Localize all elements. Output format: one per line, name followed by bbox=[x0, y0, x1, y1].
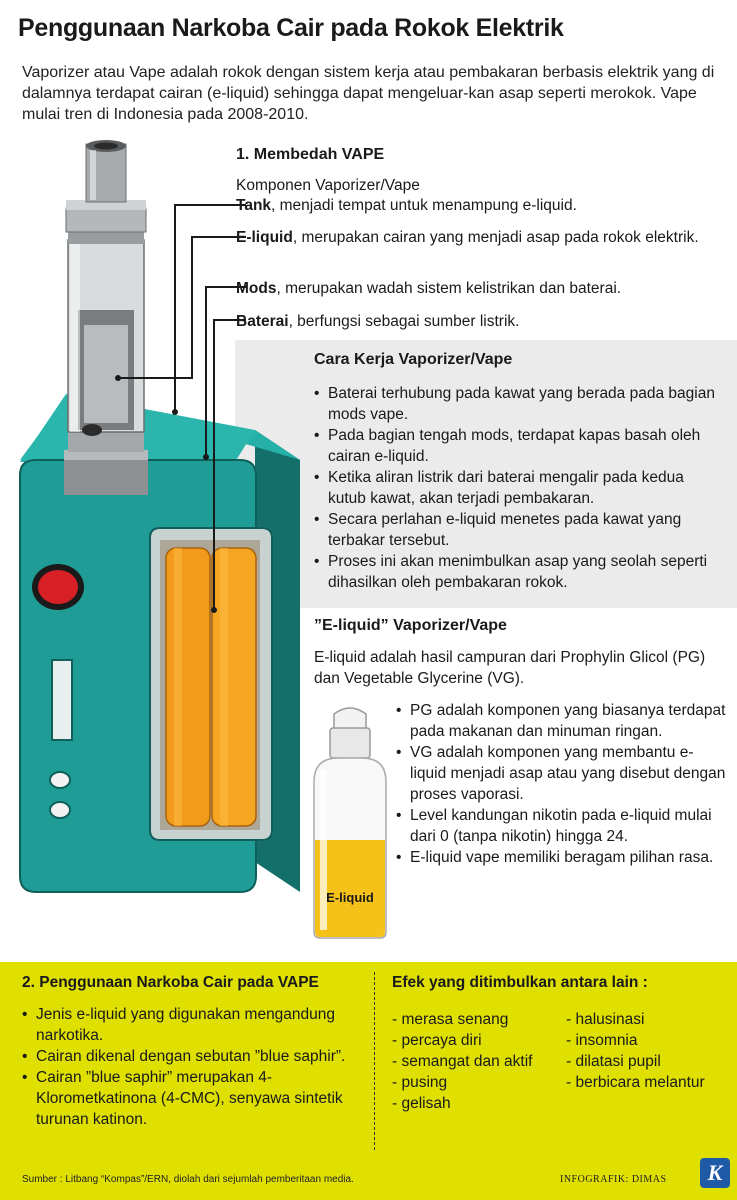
vape-illustration bbox=[0, 130, 320, 950]
list-item: - insomnia bbox=[566, 1032, 638, 1049]
bottle-label: E-liquid bbox=[326, 890, 374, 905]
list-item: • Ketika aliran listrik dari baterai mengalir pada kedua kutub kawat, akan terjadi pembakaran. bbox=[314, 469, 684, 507]
list-item: • Secara perlahan e-liquid menetes pada kawat yang terbakar tersebut. bbox=[314, 511, 682, 549]
down-button bbox=[50, 802, 70, 818]
eliquid-description: E-liquid adalah hasil campuran dari Prophylin Glicol (PG) dan Vegetable Glycerine (VG). bbox=[314, 649, 706, 687]
components-title: Komponen Vaporizer/Vape bbox=[236, 177, 420, 194]
list-item: • Proses ini akan menimbulkan asap yang seolah seperti dihasilkan oleh pembakaran rokok. bbox=[314, 553, 708, 591]
section1-title: 1. Membedah VAPE bbox=[236, 146, 385, 163]
list-item: - merasa senang bbox=[392, 1011, 509, 1028]
efek-column-2 bbox=[566, 1009, 726, 1093]
mod-screen bbox=[52, 660, 72, 740]
list-item: • Jenis e-liquid yang digunakan mengandung narkotika. bbox=[22, 1006, 336, 1044]
list-item: • Pada bagian tengah mods, terdapat kapas basah oleh cairan e-liquid. bbox=[314, 427, 701, 465]
list-item: • E-liquid vape memiliki beragam pilihan rasa. bbox=[396, 849, 714, 866]
efek-title: Efek yang ditimbulkan antara lain : bbox=[392, 974, 648, 991]
fire-button bbox=[38, 570, 78, 604]
battery-right bbox=[212, 548, 256, 826]
page-title: Penggunaan Narkoba Cair pada Rokok Elektrik bbox=[18, 14, 564, 42]
list-item: • Baterai terhubung pada kawat yang berada pada bagian mods vape. bbox=[314, 385, 715, 423]
list-item: • Level kandungan nikotin pada e-liquid mulai dari 0 (tanpa nikotin) hingga 24. bbox=[396, 807, 712, 845]
component-tank: Tank, menjadi tempat untuk menampung e-liquid. bbox=[236, 197, 577, 214]
eliquid-list bbox=[396, 700, 726, 868]
list-item: - dilatasi pupil bbox=[566, 1053, 661, 1070]
list-item: • VG adalah komponen yang membantu e-liquid menjadi asap atau yang disebut dengan proses vaporasi. bbox=[396, 744, 726, 803]
source-note: Sumber : Litbang “Kompas”/ERN, diolah dari sejumlah pemberitaan media. bbox=[22, 1174, 354, 1185]
list-item: - semangat dan aktif bbox=[392, 1053, 533, 1070]
tank-base bbox=[64, 455, 148, 495]
list-item: • Cairan ”blue saphir” merupakan 4-Klorometkatinona (4-CMC), senyawa sintetik turunan katinon. bbox=[22, 1069, 343, 1128]
list-item: - gelisah bbox=[392, 1095, 451, 1112]
list-item: • Cairan dikenal dengan sebutan ”blue saphir”. bbox=[22, 1048, 346, 1065]
efek-column-1 bbox=[392, 1009, 562, 1114]
list-item: - pusing bbox=[392, 1074, 448, 1091]
section2-title: 2. Penggunaan Narkoba Cair pada VAPE bbox=[22, 974, 319, 991]
list-item: • PG adalah komponen yang biasanya terdapat pada makanan dan minuman ringan. bbox=[396, 702, 726, 740]
kompas-logo: K bbox=[700, 1158, 730, 1188]
cara-kerja-list bbox=[314, 383, 724, 593]
component-baterai: Baterai, berfungsi sebagai sumber listrik. bbox=[236, 313, 520, 330]
component-mods: Mods, merupakan wadah sistem kelistrikan dan baterai. bbox=[236, 280, 622, 297]
list-item: - berbicara melantur bbox=[566, 1074, 705, 1091]
section-divider bbox=[374, 972, 375, 1150]
eliquid-bottle-icon bbox=[300, 700, 400, 940]
credit: INFOGRAFIK: DIMAS bbox=[560, 1174, 667, 1185]
battery-left bbox=[166, 548, 210, 826]
up-button bbox=[50, 772, 70, 788]
eliquid-title: ”E-liquid” Vaporizer/Vape bbox=[314, 617, 507, 634]
list-item: - percaya diri bbox=[392, 1032, 482, 1049]
intro-paragraph: Vaporizer atau Vape adalah rokok dengan sistem kerja atau pembakaran berbasis elektrik yang di dalamnya terdapat cairan (e-liquid) sehingga dapat mengeluar-kan asap seperti merokok. Vape mulai tren di Indonesia pada 2008-2010. bbox=[22, 64, 715, 123]
cara-kerja-title: Cara Kerja Vaporizer/Vape bbox=[314, 351, 513, 368]
section2-list bbox=[22, 1004, 362, 1130]
component-eliquid: E-liquid, merupakan cairan yang menjadi asap pada rokok elektrik. bbox=[236, 229, 699, 246]
list-item: - halusinasi bbox=[566, 1011, 645, 1028]
